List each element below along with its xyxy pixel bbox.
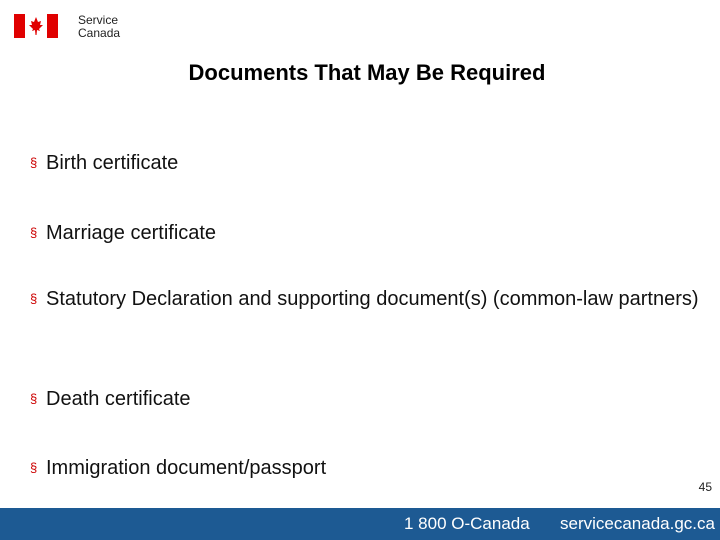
bullet-item xyxy=(30,453,711,483)
bullet-text: Death certificate xyxy=(46,388,191,410)
section-sign-icon: § xyxy=(30,155,38,170)
bullet-item xyxy=(30,384,711,414)
bullet-text: Statutory Declaration and supporting document(s) (common-law partners) xyxy=(46,288,699,310)
slide-header xyxy=(0,0,720,50)
bullet-item xyxy=(30,284,711,314)
section-sign-icon: § xyxy=(30,391,38,406)
footer-website: servicecanada.gc.ca xyxy=(560,514,715,533)
bullet-text: Birth certificate xyxy=(46,152,179,174)
footer-phone: 1 800 O-Canada xyxy=(404,514,530,533)
bullet-text: Marriage certificate xyxy=(46,222,217,244)
footer-bar xyxy=(0,508,720,540)
section-sign-icon: § xyxy=(30,225,38,240)
service-canada-logo xyxy=(78,14,120,40)
brand-line-2: Canada xyxy=(78,26,121,40)
canada-flag-icon xyxy=(14,14,58,38)
section-sign-icon: § xyxy=(30,291,38,306)
slide-title: Documents That May Be Required xyxy=(188,60,546,85)
bullet-item xyxy=(30,148,711,178)
brand-line-1: Service xyxy=(78,13,119,27)
bullet-item xyxy=(30,218,711,248)
bullet-text: Immigration document/passport xyxy=(46,457,327,479)
section-sign-icon: § xyxy=(30,460,38,475)
page-number: 45 xyxy=(698,480,712,494)
